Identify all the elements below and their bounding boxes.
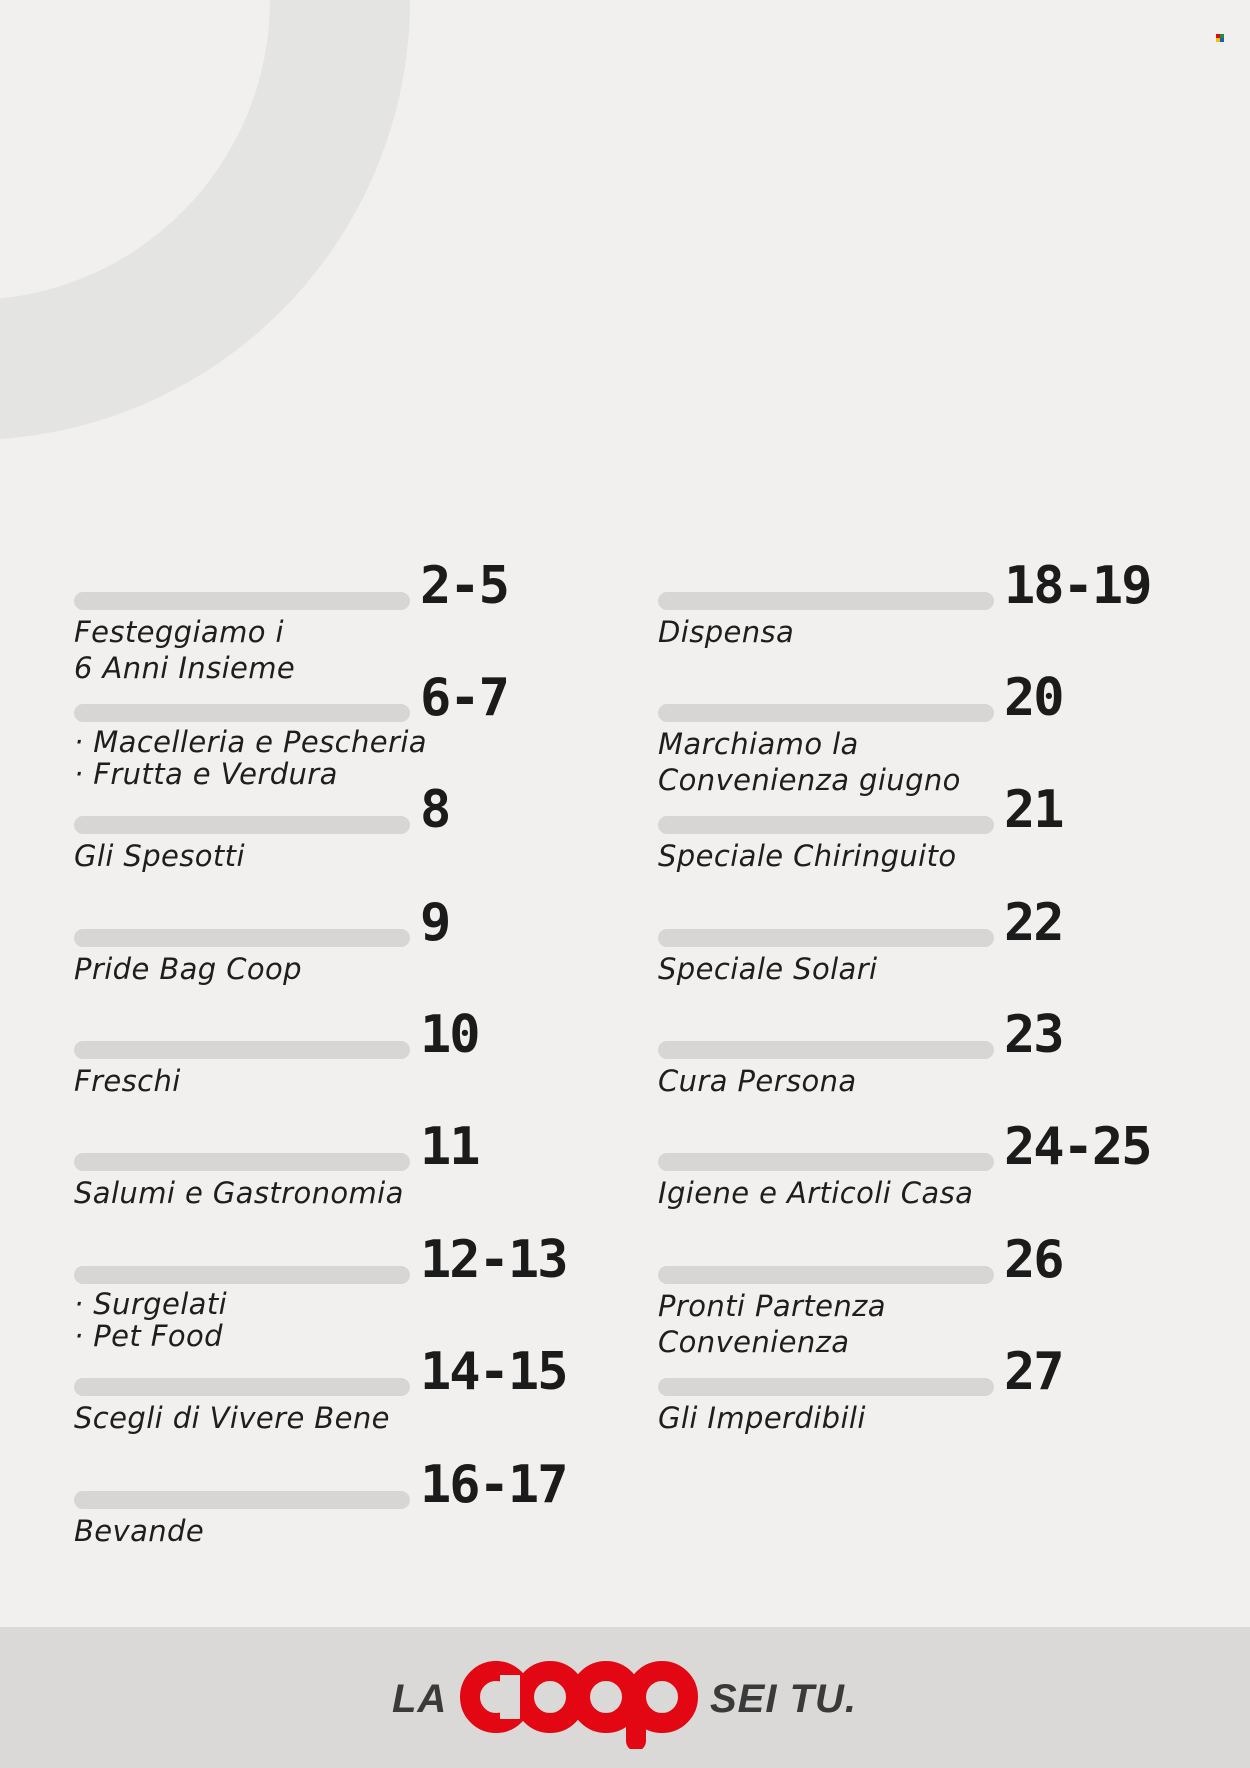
section-title — [74, 1288, 474, 1352]
toc-rule — [658, 592, 994, 610]
section-title — [658, 951, 1058, 987]
toc-rule — [74, 929, 410, 947]
toc-rule — [74, 1153, 410, 1171]
section-title — [658, 838, 1058, 874]
page-number: 2-5 — [420, 556, 508, 616]
section-title — [74, 1400, 474, 1436]
section-title — [74, 1513, 474, 1549]
toc-rule — [74, 1491, 410, 1509]
toc-rule — [658, 1041, 994, 1059]
toc-rule — [658, 1153, 994, 1171]
tagline-right: SEI TU. — [710, 1677, 858, 1721]
toc-entry-bevande — [74, 1455, 594, 1569]
page-number: 11 — [420, 1117, 479, 1177]
section-title-line: Festeggiamo i — [74, 615, 284, 649]
section-title-line: Scegli di Vivere Bene — [74, 1401, 390, 1435]
section-title-line: Gli Imperdibili — [658, 1401, 866, 1435]
page-number: 21 — [1004, 780, 1063, 840]
toc-rule — [74, 1378, 410, 1396]
section-title-line: Speciale Solari — [658, 952, 878, 986]
section-title — [658, 1175, 1058, 1211]
section-title-line: Speciale Chiringuito — [658, 839, 957, 873]
toc-rule — [74, 816, 410, 834]
section-title — [658, 614, 1058, 650]
corner-color-mark — [1216, 34, 1225, 43]
page-number: 22 — [1004, 893, 1063, 953]
section-title — [74, 838, 474, 874]
section-title — [74, 1175, 474, 1211]
section-title-line: Convenienza — [658, 1325, 850, 1359]
toc-rule — [658, 1378, 994, 1396]
footer-band — [0, 1627, 1250, 1768]
section-title-line: Gli Spesotti — [74, 839, 245, 873]
toc-entry-salumi-e-gastronomia — [74, 1117, 594, 1231]
page-number: 16-17 — [420, 1455, 567, 1515]
section-title-line: · Frutta e Verdura — [74, 757, 338, 791]
page-number: 20 — [1004, 668, 1063, 728]
section-title-line: · Surgelati — [74, 1287, 228, 1321]
toc-rule — [74, 592, 410, 610]
page-number: 24-25 — [1004, 1117, 1151, 1177]
page-number: 18-19 — [1004, 556, 1151, 616]
page-number: 12-13 — [420, 1230, 567, 1290]
section-title-line: Bevande — [74, 1514, 205, 1548]
section-title — [658, 1400, 1058, 1436]
toc-entry-gli-spesotti — [74, 780, 594, 894]
toc-rule — [74, 1266, 410, 1284]
toc-entry-pride-bag-coop — [74, 893, 594, 1007]
page-number: 23 — [1004, 1005, 1063, 1065]
coop-logo — [460, 1653, 700, 1749]
section-title-line: Igiene e Articoli Casa — [658, 1176, 974, 1210]
page-number: 14-15 — [420, 1342, 567, 1402]
page-number: 27 — [1004, 1342, 1063, 1402]
toc-entry-scegli-di-vivere-bene — [74, 1342, 594, 1456]
section-title-line: Pride Bag Coop — [74, 952, 302, 986]
toc-entry-cura-persona — [658, 1005, 1178, 1119]
section-title-line: Marchiamo la — [658, 727, 859, 761]
toc-rule — [74, 704, 410, 722]
page-number: 9 — [420, 893, 450, 953]
toc-entry-igiene-e-articoli-casa — [658, 1117, 1178, 1231]
section-title-line: Dispensa — [658, 615, 795, 649]
page-number: 26 — [1004, 1230, 1063, 1290]
section-title-line: Pronti Partenza — [658, 1289, 886, 1323]
section-title — [74, 1063, 474, 1099]
section-title — [74, 726, 474, 790]
toc-entry-pronti-partenza-convenienza — [658, 1230, 1178, 1359]
page-number: 8 — [420, 780, 450, 840]
section-title-line: · Macelleria e Pescheria — [74, 725, 427, 759]
section-title-line: Cura Persona — [658, 1064, 857, 1098]
section-title-line: Salumi e Gastronomia — [74, 1176, 404, 1210]
toc-entry-freschi — [74, 1005, 594, 1119]
page-number: 6-7 — [420, 668, 508, 728]
section-title — [74, 951, 474, 987]
tagline-left: LA — [392, 1677, 448, 1721]
toc-rule — [658, 816, 994, 834]
section-title-line: · Pet Food — [74, 1319, 223, 1353]
page-number: 10 — [420, 1005, 479, 1065]
section-title — [658, 1063, 1058, 1099]
toc-rule — [74, 1041, 410, 1059]
toc-entry-speciale-solari — [658, 893, 1178, 1007]
toc-rule — [658, 1266, 994, 1284]
section-title-line: 6 Anni Insieme — [74, 651, 296, 685]
section-title-line: Convenienza giugno — [658, 763, 961, 797]
section-title-line: Freschi — [74, 1064, 181, 1098]
toc-entry-festeggiamo-i-6-anni-insieme — [74, 556, 594, 685]
toc-rule — [658, 704, 994, 722]
toc-entry-dispensa — [658, 556, 1178, 670]
toc-rule — [658, 929, 994, 947]
toc-entry-marchiamo-la-convenienza-giugno — [658, 668, 1178, 797]
toc-entry-surgelati-pet-food — [74, 1230, 594, 1353]
